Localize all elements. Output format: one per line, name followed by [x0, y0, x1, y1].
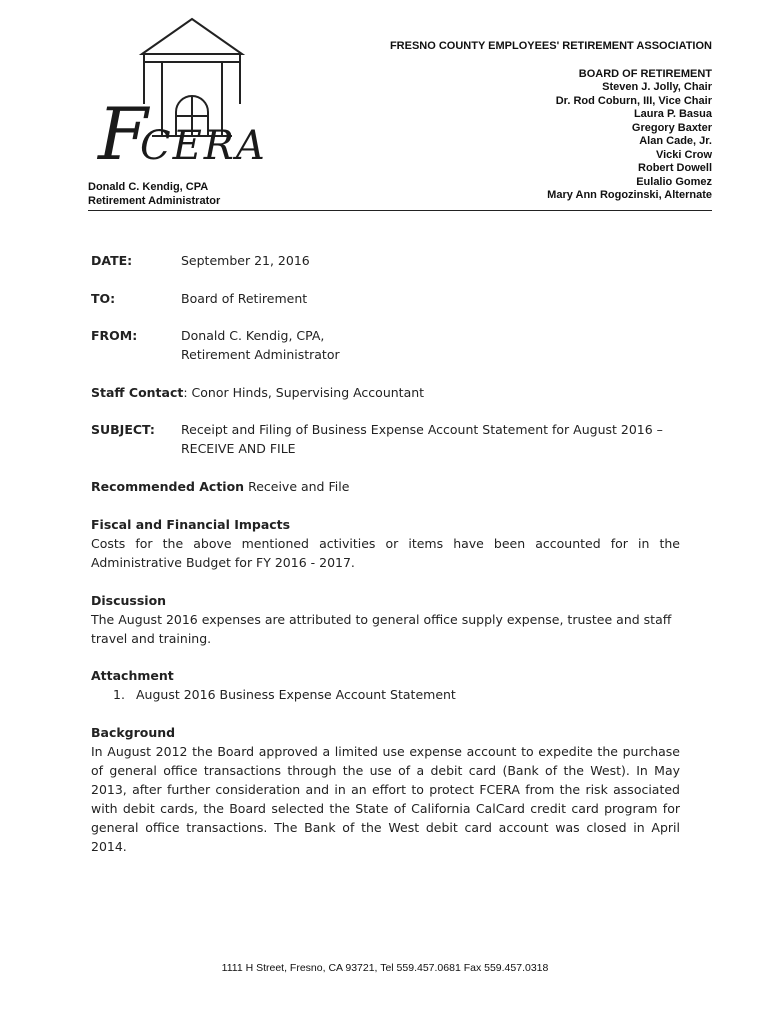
board-member: Vicki Crow [655, 148, 712, 161]
subject-line-1: Receipt and Filing of Business Expense Account Statement for August 2016 – [181, 422, 663, 437]
fiscal-text: Costs for the above mentioned activities or items have been accounted for in the Administrative Budget for FY 2016 - 2017. [91, 536, 680, 570]
board-member: Laura P. Basua [633, 108, 712, 120]
fiscal-heading: Fiscal and Financial Impacts [91, 517, 291, 532]
fcera-logo-text [98, 92, 267, 176]
header-divider [88, 210, 712, 211]
attachment-section [91, 666, 680, 704]
attachment-list-item [91, 685, 680, 704]
discussion-heading: Discussion [91, 593, 167, 608]
board-member: Steven J. Jolly, Chair [602, 81, 712, 93]
subject-value [181, 420, 681, 458]
from-line-2: Retirement Administrator [181, 347, 340, 362]
board-member: Robert Dowell [638, 162, 712, 174]
date-value: September 21, 2016 [181, 253, 310, 268]
org-name: FRESNO COUNTY EMPLOYEES' RETIREMENT ASSOCIATION [389, 40, 712, 52]
from-label: FROM: [91, 328, 138, 343]
logo-letters-cera: CERA [139, 123, 267, 169]
background-heading: Background [91, 725, 176, 740]
letterhead-board [390, 40, 712, 203]
board-title: BOARD OF RETIREMENT [578, 67, 712, 80]
board-member: Alan Cade, Jr. [639, 135, 712, 147]
discussion-section [91, 591, 680, 648]
staff-contact-label: Staff Contact [91, 385, 184, 400]
subject-line-2: RECEIVE AND FILE [181, 441, 296, 456]
fiscal-section [91, 515, 680, 572]
recommended-action-value: Receive and File [244, 479, 350, 494]
discussion-text: The August 2016 expenses are attributed to general office supply expense, trustee and staff travel and training. [91, 612, 672, 646]
to-label: TO: [91, 291, 116, 306]
board-member: Eulalio Gomez [636, 175, 712, 188]
background-section [91, 723, 680, 856]
from-line-1: Donald C. Kendig, CPA, [181, 328, 325, 343]
board-member: Mary Ann Rogozinski, Alternate [547, 189, 712, 201]
to-value: Board of Retirement [181, 291, 308, 306]
recommended-action-label: Recommended Action [91, 479, 245, 494]
staff-contact-value: : Conor Hinds, Supervising Accountant [183, 385, 425, 400]
footer-address: 1111 H Street, Fresno, CA 93721, Tel 559.457.0681 Fax 559.457.0318 [221, 962, 549, 974]
date-label: DATE: [91, 253, 133, 268]
admin-name: Donald C. Kendig, CPA [88, 181, 209, 193]
board-member: Gregory Baxter [631, 121, 712, 134]
background-text: In August 2012 the Board approved a limited use expense account to expedite the purchase of general office transactions through the use of a debit card (Bank of the West). In May 2013, after further consideration and in an effort to protect FCERA from the risk associated with debit cards, the Board selected the State of California CalCard credit card program for general office transactions. The Bank of the West debit card account was closed in April 2014. [91, 744, 680, 854]
administrator-block [88, 181, 220, 208]
board-member: Dr. Rod Coburn, III, Vice Chair [555, 94, 712, 107]
staff-contact-row [91, 383, 424, 402]
attachment-number: 1. [113, 687, 125, 702]
admin-title: Retirement Administrator [88, 194, 221, 207]
from-value [181, 326, 681, 364]
attachment-item: August 2016 Business Expense Account Statement [136, 687, 456, 702]
recommended-action-row [91, 477, 349, 496]
logo-letter-f: F [98, 92, 146, 176]
attachment-heading: Attachment [91, 668, 174, 683]
subject-label: SUBJECT: [91, 422, 155, 437]
